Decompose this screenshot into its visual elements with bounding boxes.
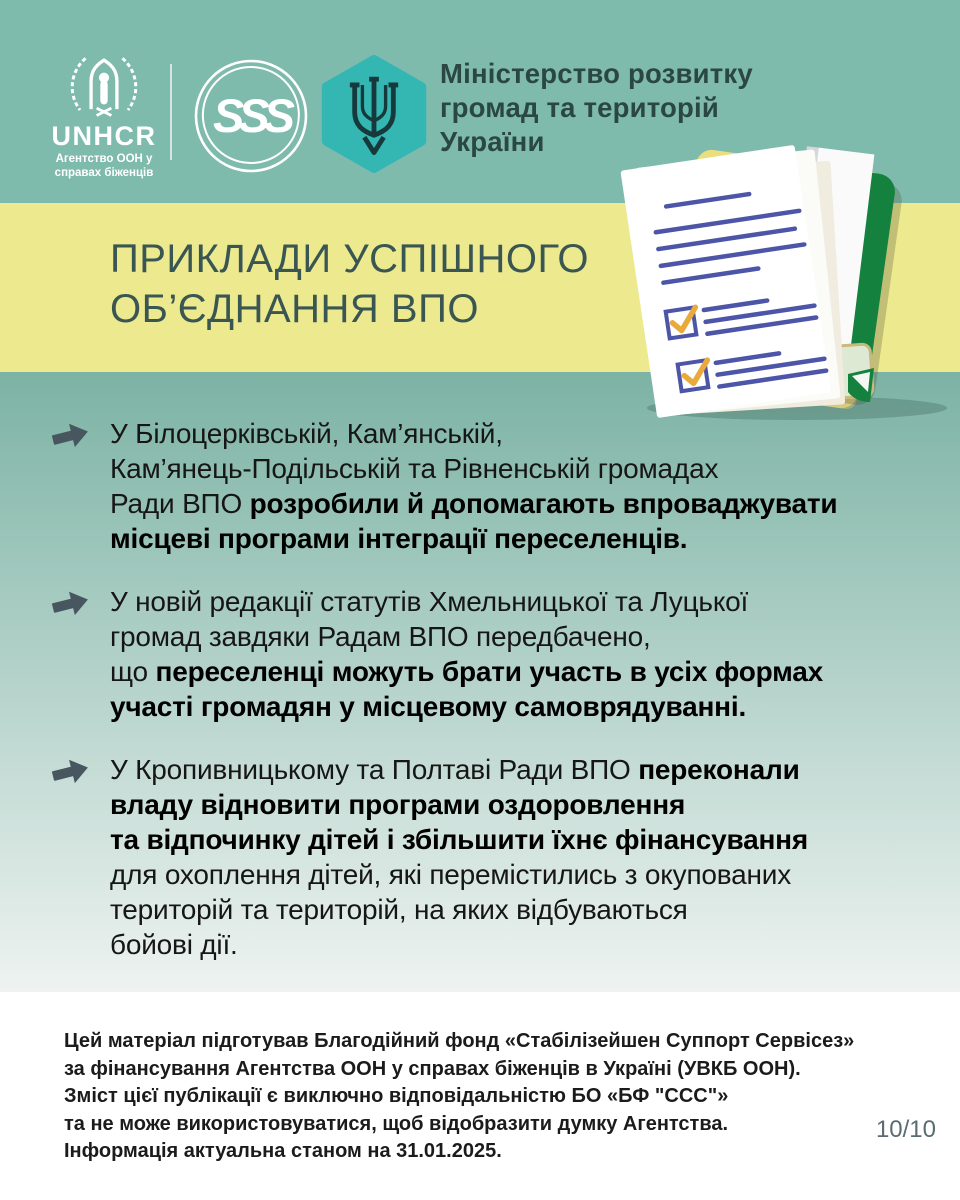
unhcr-subtitle [48, 152, 160, 180]
text-line: У Кропивницькому та Полтаві Ради ВПО переконали [110, 754, 800, 785]
bullet-text [110, 752, 808, 962]
arrow-right-icon [50, 755, 90, 787]
text-line: У Білоцерківській, Кам’янській, [110, 418, 503, 449]
text-line: владу відновити програми оздоровлення [110, 789, 686, 820]
text-line: ОБ’ЄДНАННЯ ВПО [110, 287, 479, 331]
text-line: місцеві програми інтеграції переселенців. [110, 523, 688, 554]
bullet-text [110, 416, 837, 556]
bullet-arrow [50, 752, 90, 787]
text-line: та відпочинку дітей і збільшити їхнє фінансування [110, 824, 809, 855]
text-line: ПРИКЛАДИ УСПІШНОГО [110, 237, 590, 281]
ukraine-trident-hexagon-icon [316, 52, 432, 174]
text-line: Ради ВПО розробили й допомагають впроваджувати [110, 488, 838, 519]
unhcr-logo [48, 50, 160, 180]
bullet-item [50, 416, 930, 556]
unhcr-wordmark: UNHCR [51, 121, 157, 151]
text-line: що переселенці можуть брати участь в усіх формах [110, 656, 824, 687]
text-line: участі громадян у місцевому самоврядуванні. [110, 691, 747, 722]
text-line: бойові дії. [110, 929, 238, 960]
bullet-item [50, 584, 930, 724]
body-section [0, 372, 960, 992]
text-line: Зміст цієї публікації є виключно відповідальністю БО «БФ "ССС"» [64, 1085, 729, 1107]
arrow-right-icon [50, 587, 90, 619]
text-line: України [440, 126, 545, 157]
logo-divider [170, 64, 172, 160]
legal-disclaimer [64, 1028, 854, 1166]
text-line: Міністерство розвитку [440, 58, 753, 89]
text-line: територій та територій, на яких відбуваються [110, 894, 688, 925]
text-line: для охоплення дітей, які перемістились з окупованих [110, 859, 792, 890]
sss-logo [192, 57, 310, 175]
bullet-arrow [50, 416, 90, 451]
page-number: 10/10 [875, 1116, 936, 1143]
text-line: Кам’янець-Подільській та Рівненській громадах [110, 453, 719, 484]
bullet-text [110, 584, 823, 724]
text-line: У новій редакції статутів Хмельницької та Луцької [110, 586, 749, 617]
text-line: Інформація актуальна станом на 31.01.2025. [64, 1140, 502, 1162]
unhcr-emblem-icon [55, 50, 153, 122]
bullet-list [50, 416, 930, 990]
bullet-arrow [50, 584, 90, 619]
text-line: Агентство ООН у [55, 153, 153, 165]
text-line: громад завдяки Радам ВПО передбачено, [110, 621, 651, 652]
ministry-logo [316, 52, 432, 174]
text-line: за фінансування Агентства ООН у справах біженців в Україні (УВКБ ООН). [64, 1057, 801, 1080]
text-line: та не може використовуватися, щоб відобразити думку Агентства. [64, 1112, 729, 1135]
page-title [110, 234, 589, 334]
sss-label: SSS [212, 89, 290, 142]
text-line: громад та територій [440, 92, 719, 123]
footer [0, 992, 960, 1200]
sss-circle-icon [192, 57, 310, 175]
folder-illustration [612, 140, 957, 432]
arrow-right-icon [50, 419, 90, 451]
text-line: Цей матеріал підготував Благодійний фонд «Стабілізейшен Суппорт Сервісез» [64, 1030, 855, 1052]
bullet-item [50, 752, 930, 962]
text-line: справах біженців [54, 167, 154, 179]
